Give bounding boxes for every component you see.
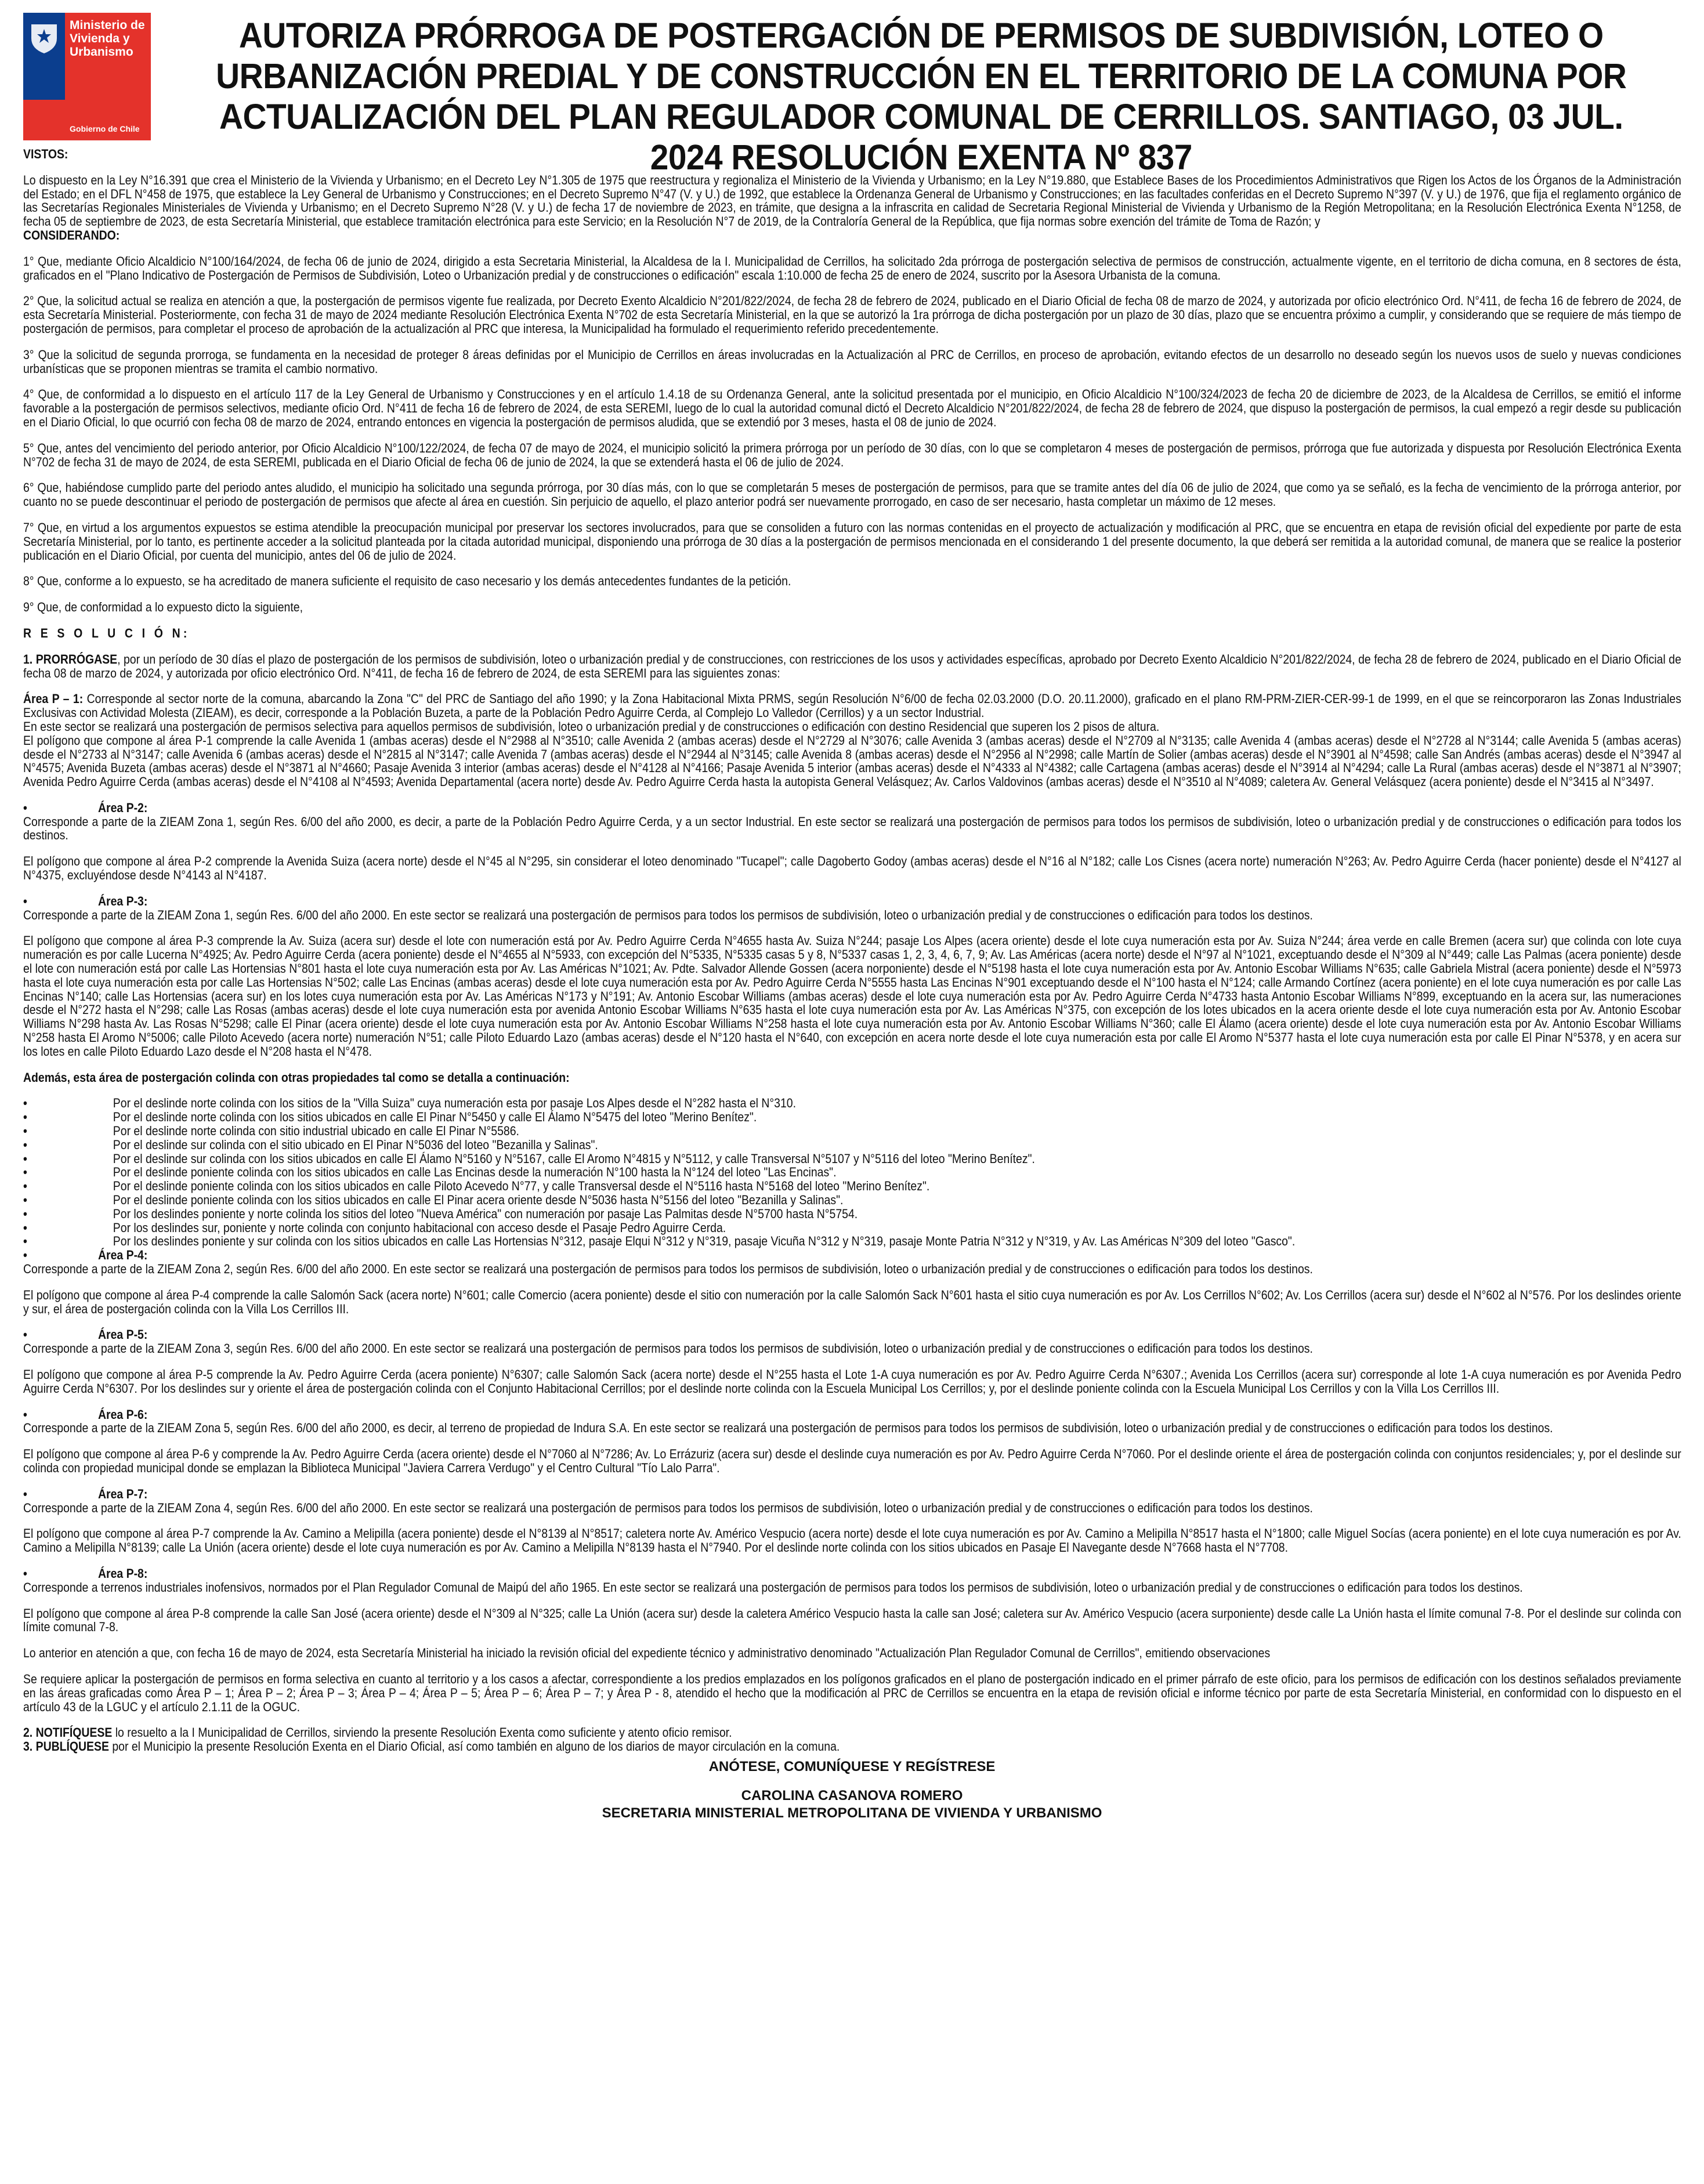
area-p2-desc: Corresponde a parte de la ZIEAM Zona 1, según Res. 6/00 del año 2000, es decir, a parte de la Población Pedro Aguirre Cerda, y a un sector Industrial. En este sector se realizará una postergación de permisos para todos los permisos de subdivisión, loteo o urbanización predial y de construcciones o edificación para todos los destinos.: [23, 814, 1681, 843]
area-p3-deslindes: [23, 1096, 1681, 1248]
signature-block: [23, 1758, 1681, 1822]
area-p5-polygon: El polígono que compone al área P-5 comprende la Av. Pedro Aguirre Cerda (acera poniente) N°6307; calle Salomón Sack (acera norte) desde el N°255 hasta el Lote 1-A cuya numeración es por Av. Pedro Aguirre Cerda N°6307.; Avenida Los Cerrillos (acera sur) corresponde al lote 1-A cuya numeración es por Avenida Pedro Aguirre Cerda N°6307. Por los deslindes sur y oriente el área de postergación colinda con el Conjunto Habitacional Cerrillos; por el deslinde norte colinda con la Escuela Municipal Los Cerrillos; y, por el deslinde poniente colinda con la Escuela Municipal Los Cerrillos y con la Villa Los Cerrillos III.: [23, 1367, 1681, 1396]
considerando-item: 1° Que, mediante Oficio Alcaldicio N°100/164/2024, de fecha 06 de junio de 2024, dirigido a esta Secretaria Ministerial, la Alcaldesa de la I. Municipalidad de Cerrillos, ha solicitado 2da prórroga de postergación selectiva de permisos de construcción, actualmente vigente, en el territorio de dicha comuna, en 8 sectores de ésta, graficados en el "Plano Indicativo de Postergación de Permisos de Subdivisión, Loteo o Urbanización predial y de construcciones o edificación" escala 1:10.000 de fecha 25 de enero de 2024, suscrito por la Asesora Urbanista de la comuna.: [23, 253, 1681, 282]
signer-title: SECRETARIA MINISTERIAL METROPOLITANA DE VIVIENDA Y URBANISMO: [602, 1805, 1102, 1821]
resolucion-point-1: [23, 653, 1681, 680]
area-p4-polygon: El polígono que compone al área P-4 comprende la calle Salomón Sack (acera norte) N°601; calle Comercio (acera poniente) desde el sitio con numeración por la calle Salomón Sack N°601 hasta el sitio cuya numeración es por Av. Los Cerrillos N°602; Av. Los Cerrillos (acera sur) desde el N°602 al N°576. Por los deslindes oriente y sur, el área de postergación colinda con la Villa Los Cerrillos III.: [23, 1287, 1681, 1316]
list-item: • Por los deslindes sur, poniente y norte colinda con conjunto habitacional con acceso desde el Pasaje Pedro Aguirre Cerda.: [23, 1220, 726, 1235]
list-item: • Por el deslinde sur colinda con el sitio ubicado en El Pinar N°5036 del loteo "Bezanilla y Salinas".: [23, 1137, 598, 1152]
area-p7-polygon: El polígono que compone al área P-7 comprende la Av. Camino a Melipilla (acera poniente) desde el N°8139 al N°8517; caletera norte Av. Américo Vespucio (acera norte) desde el lote cuya numeración es por Av. Camino a Melipilla N°8517 hasta el N°1800; calle Miguel Socías (acera poniente) en el lote cuya numeración es por Av. Camino a Melipilla N°8139; calle La Unión (acera oriente) desde el lote cuya numeración es por Av. Camino a Melipilla N°8139 hasta el N°7940. Por el deslinde norte colinda con los sitios ubicados en Pasaje El Navegante desde N°7668 hasta el N°7708.: [23, 1526, 1681, 1555]
list-item: • Por los deslindes poniente y sur colinda con los sitios ubicados en calle Las Hortensias N°312, pasaje Elqui N°312 y N°319, pasaje Vicuña N°312 y N°319, pasaje Monte Patria N°312 y N°319, y Av. Las Américas N°309 del loteo "Gasco".: [23, 1234, 1296, 1249]
area-p3-ademas: Además, esta área de postergación colinda con otras propiedades tal como se detalla a continuación:: [23, 1070, 570, 1085]
coat-of-arms-icon: [28, 21, 60, 55]
area-p1-sector: En este sector se realizará una postergación de permisos selectiva para aquellos permisos de subdivisión, loteo o urbanización predial y de construcciones o edificación con destino Residencial que superen los 2 pisos de altura.: [23, 719, 1160, 734]
prorrogase-label: 1. PRORRÓGASE: [23, 651, 118, 667]
list-item: • Por el deslinde norte colinda con los sitios de la "Villa Suiza" cuya numeración esta por pasaje Los Alpes desde el N°282 hasta el N°310.: [23, 1096, 796, 1111]
list-item: • Por el deslinde norte colinda con los sitios ubicados en calle El Pinar N°5450 y calle El Álamo N°5475 del loteo "Merino Benítez".: [23, 1110, 757, 1125]
anterior-paragraph: Lo anterior en atención a que, con fecha 16 de mayo de 2024, esta Secretaría Ministerial ha iniciado la revisión oficial del expediente técnico y administrativo denominado "Actualización Plan Regulador Comunal de Cerrillos", emitiendo observaciones: [23, 1646, 1271, 1661]
area-p4-desc: Corresponde a parte de la ZIEAM Zona 2, según Res. 6/00 del año 2000. En este sector se realizará una postergación de permisos para todos los permisos de subdivisión, loteo o urbanización predial y de construcciones o edificación para todos los destinos.: [23, 1262, 1313, 1276]
considerando-item: 4° Que, de conformidad a lo dispuesto en el artículo 117 de la Ley General de Urbanismo y Construcciones y en el artículo 1.4.18 de su Ordenanza General, ante la solicitud presentada por el municipio, en Oficio Alcaldicio N°100/324/2023 de fecha 20 de diciembre de 2023, de la Alcaldesa de Cerrillos, se emitió el informe favorable a la postergación de permisos selectivos, mediante oficio Ord. N°411 de fecha 16 de febrero de 2024, de esta SEREMI, luego de lo cual la autoridad comunal dictó el Decreto Alcaldicio N°201/822/2024, de fecha 28 de febrero de 2024, que dispuso la postergación de permisos, la cual empezó a regir desde su publicación en el Diario Oficial, lo que ocurrió con fecha 08 de marzo de 2024, entrando entonces en vigencia la postergación de permisos aludida, que se extendió por 3 meses, hasta el 08 de junio de 2024.: [23, 387, 1681, 429]
considerando-item: 8° Que, conforme a lo expuesto, se ha acreditado de manera suficiente el requisito de caso necesario y los demás antecedentes fundantes de la petición.: [23, 574, 791, 589]
area-p6-desc: Corresponde a parte de la ZIEAM Zona 5, según Res. 6/00 del año 2000, es decir, al terreno de propiedad de Indura S.A. En este sector se realizará una postergación de permisos para todos los permisos de subdivisión, loteo o urbanización predial y de construcciones o edificación para todos los destinos.: [23, 1421, 1553, 1436]
area-p1-label: Área P – 1:: [23, 691, 84, 707]
area-p6-polygon: El polígono que compone al área P-6 y comprende la Av. Pedro Aguirre Cerda (acera oriente) desde el N°7060 al N°7286; Av. Lo Errázuriz (acera sur) desde el deslinde cuya numeración es por Av. Pedro Aguirre Cerda N°7060. Por el deslinde oriente el área de postergación colinda con conjuntos residenciales; y, por el deslinde sur colinda con propiedad municipal donde se emplazan la Biblioteca Municipal "Javiera Carrera Verdugo" y el Centro Cultural "Tío Lalo Parra".: [23, 1447, 1681, 1475]
prorrogase-text: , por un período de 30 días el plazo de postergación de los permisos de subdivisión, loteo o urbanización predial y de construcciones, con restricciones de los usos y actividades específicas, aprobado por Decreto Exento Alcaldicio N°201/822/2024, de fecha 28 de febrero de 2024, publicado en el Diario Oficial de fecha 08 de marzo de 2024, y autorizada por oficio electrónico Ord. N°411, de fecha 16 de febrero de 2024, de esta SEREMI para las siguientes zonas:: [23, 651, 1681, 680]
area-p2-heading: • Área P-2:: [23, 800, 148, 815]
area-p3-desc: Corresponde a parte de la ZIEAM Zona 1, según Res. 6/00 del año 2000. En este sector se realizará una postergación de permisos para todos los permisos de subdivisión, loteo o urbanización predial y de construcciones o edificación para todos los destinos.: [23, 907, 1313, 922]
list-item: • Por los deslindes poniente y norte colinda los sitios del loteo "Nueva América" con numeración por pasaje Las Palmitas desde N°5700 hasta N°5754.: [23, 1206, 858, 1221]
list-item: • Por el deslinde poniente colinda con los sitios ubicados en calle El Pinar acera oriente desde N°5036 hasta N°5156 del loteo "Bezanilla y Salinas".: [23, 1193, 844, 1208]
area-p8-heading: • Área P-8:: [23, 1566, 148, 1581]
signer-name: CAROLINA CASANOVA ROMERO: [741, 1787, 963, 1803]
area-p8-desc: Corresponde a terrenos industriales inofensivos, normados por el Plan Regulador Comunal de Maipú del año 1965. En este sector se realizará una postergación de permisos para todos los permisos de subdivisión, loteo o urbanización predial y de construcciones o edificación para todos los destinos.: [23, 1580, 1523, 1595]
vistos-text: Lo dispuesto en la Ley N°16.391 que crea el Ministerio de la Vivienda y Urbanismo; en el Decreto Ley N°1.305 de 1975 que reestructura y regionaliza el Ministerio de la Vivienda y Urbanismo; en la Ley N°19.880, que Establece Bases de los Procedimientos Administrativos que Rigen los Actos de los Órganos de la Administración del Estado; en el DFL N°458 de 1975, que establece la Ley General de Urbanismo y Construcciones; en el Decreto Supremo N°47 (V. y U.) de 1992, que establece la Ordenanza General de Urbanismo y Construcciones; en las facultades conferidas en el Decreto Supremo N°397 (V. y U.) de 1976, que fija el reglamento orgánico de las Secretarías Regionales Ministeriales de Vivienda y Urbanismo; en el Decreto Supremo N°28 (V. y U.) de fecha 17 de noviembre de 2023, en trámite, que designa a la infrascrita en calidad de Secretaria Regional Ministerial de Vivienda y Urbanismo de la Región Metropolitana; en la Resolución Electrónica Exenta N°1258, de fecha 05 de septiembre de 2023, de esta Secretaría Ministerial, que establece tramitación electrónica para este Servicio; en la Resolución N°7 de 2019, de la Contraloría General de la República, que fija normas sobre exención del trámite de Toma de Razón; y: [23, 172, 1681, 229]
area-p7-desc: Corresponde a parte de la ZIEAM Zona 4, según Res. 6/00 del año 2000. En este sector se realizará una postergación de permisos para todos los permisos de subdivisión, loteo o urbanización predial y de construcciones o edificación para todos los destinos.: [23, 1500, 1313, 1515]
notifiquese-label: 2. NOTIFÍQUESE: [23, 1725, 113, 1740]
resolucion-point-3: 3. PUBLÍQUESE por el Municipio la presente Resolución Exenta en el Diario Oficial, así como también en alguno de los diarios de mayor circulación en la comuna.: [23, 1739, 840, 1754]
area-p2-polygon: El polígono que compone al área P-2 comprende la Avenida Suiza (acera norte) desde el N°45 al N°295, sin considerar el loteo denominado "Tucapel"; calle Dagoberto Godoy (ambas aceras) desde el N°16 al N°182; calle Los Cisnes (acera norte) numeración N°263; Av. Pedro Aguirre Cerda (hacer poniente) desde el N°4127 al N°4375, excluyéndose desde N°4143 al N°4187.: [23, 854, 1681, 883]
area-p5-heading: • Área P-5:: [23, 1327, 148, 1342]
considerando-item: 2° Que, la solicitud actual se realiza en atención a que, la postergación de permisos vigente fue realizada, por Decreto Exento Alcaldicio N°201/822/2024, de fecha 28 de febrero de 2024, publicado en el Diario Oficial de fecha 08 de marzo de 2024, y autorizada por oficio electrónico Ord. N°411, de fecha 16 de febrero de 2024, de esta Secretaría Ministerial. Posteriormente, con fecha 31 de mayo de 2024 mediante Resolución Electrónica Exenta N°702 de esta Secretaría Ministerial, en la que se autorizó la 1ra prórroga de dicha postergación por un plazo de 30 días, plazo que se encuentra próximo a cumplir, y considerando que se requiere de más tiempo de postergación de permisos, para completar el proceso de aprobación de la actualización al PRC que interesa, la Municipalidad ha formulado el requerimiento referido precedentemente.: [23, 294, 1681, 336]
closing-formula: ANÓTESE, COMUNÍQUESE Y REGÍSTRESE: [708, 1758, 996, 1774]
ministry-logo: [23, 13, 151, 140]
considerando-item: 6° Que, habiéndose cumplido parte del periodo antes aludido, el municipio ha solicitado una segunda prórroga, por 30 días más, con lo que se completarán 5 meses de postergación de permisos, para que se tramite antes del día 06 de julio de 2024, que como ya se señaló, es la fecha de vencimiento de la prórroga anterior, por cuanto no se puede descontinuar el periodo de postergación de permisos que afecte al área en cuestión. Sin perjuicio de aquello, el plazo anterior podrá ser nuevamente prorrogado, en caso de ser necesario, hasta completar un máximo de 12 meses.: [23, 480, 1681, 509]
area-p4-heading: • Área P-4:: [23, 1248, 148, 1263]
logo-blue-band: [23, 13, 65, 100]
area-p7-heading: • Área P-7:: [23, 1486, 148, 1501]
area-p3-heading: • Área P-3:: [23, 893, 148, 908]
resolucion-point-2: 2. NOTIFÍQUESE lo resuelto a la I Municipalidad de Cerrillos, sirviendo la presente Resolución Exenta como suficiente y atento oficio remisor.: [23, 1725, 732, 1740]
document-body: [23, 147, 1681, 1754]
area-p6-heading: • Área P-6:: [23, 1407, 148, 1422]
list-item: • Por el deslinde sur colinda con los sitios ubicados en calle El Álamo N°5160 y N°5167, calle El Aromo N°4815 y N°5112, y calle Transversal N°5107 y N°5116 del loteo "Merino Benítez".: [23, 1151, 1035, 1166]
list-item: • Por el deslinde poniente colinda con los sitios ubicados en calle Las Encinas desde la numeración N°100 hasta la N°124 del loteo "Las Encinas".: [23, 1165, 837, 1180]
list-item: • Por el deslinde norte colinda con sitio industrial ubicado en calle El Pinar N°5586.: [23, 1124, 519, 1139]
requerir-paragraph: Se requiere aplicar la postergación de permisos en forma selectiva en cuanto al territorio y a los casos a afectar, correspondiente a los predios emplazados en los polígonos graficados en el plano de postergación indicado en el primer párrafo de este oficio, para los permisos de edificación con los destinos señalados previamente en las áreas graficadas como Área P – 1; Área P – 2; Área P – 3; Área P – 4; Área P – 5; Área P – 6; Área P – 7; y Área P - 8, atendido el hecho que la modificación al PRC de Cerrillos se encuentra en la etapa de revisión oficial e informe técnico por parte de esta Secretaría Ministerial, en conformidad con lo dispuesto en el artículo 43 de la LGUC y el artículo 2.1.11 de la OGUC.: [23, 1671, 1681, 1714]
considerando-item: 7° Que, en virtud a los argumentos expuestos se estima atendible la preocupación municipal por preservar los sectores involucrados, para que se consoliden a futuro con las normas contenidas en el proyecto de actualización y modificación al PRC, que se encuentra en etapa de revisión oficial del expediente por parte de esta Secretaría Ministerial, por lo tanto, es pertinente acceder a la solicitud planteada por la citada autoridad municipal, disponiendo una prórroga de 30 días a la postergación de permisos mencionada en el considerando 1 del presente documento, la que deberá ser remitida a la autoridad comunal, de manera que se realice la posterior publicación en el Diario Oficial, por cuenta del municipio, antes del 06 de julio de 2024.: [23, 520, 1681, 563]
considerando-item: 5° Que, antes del vencimiento del periodo anterior, por Oficio Alcaldicio N°100/122/2024, de fecha 07 de mayo de 2024, el municipio solicitó la primera prórroga por un período de 30 días, con lo que se completaron 4 meses de postergación de permisos, prórroga que fue autorizada y dispuesta por Resolución Electrónica Exenta N°702 de fecha 31 de mayo de 2024, de esta SEREMI, publicada en el Diario Oficial de fecha 06 de junio de 2024, la que se extenderá hasta el 06 de julio de 2024.: [23, 440, 1681, 469]
vistos-heading: VISTOS:: [23, 147, 68, 161]
area-p5-desc: Corresponde a parte de la ZIEAM Zona 3, según Res. 6/00 del año 2000. En este sector se realizará una postergación de permisos para todos los permisos de subdivisión, loteo o urbanización predial y de construcciones o edificación para todos los destinos.: [23, 1341, 1313, 1356]
considerando-item: 9° Que, de conformidad a lo expuesto dicto la siguiente,: [23, 600, 303, 615]
considerando-heading: CONSIDERANDO:: [23, 227, 120, 242]
area-p1-intro: Área P – 1: Corresponde al sector norte de la comuna, abarcando la Zona "C" del PRC de Santiago del año 1990; y la Zona Habitacional Mixta PRMS, según Resolución N°6/00 de fecha 02.03.2000 (D.O. 20.11.2000), graficado en el plano RM-PRM-ZIER-CER-99-1 de 1999, en el que se reincorporaron las Zonas Industriales Exclusivas con Actividad Molesta (ZIEAM), es decir, corresponde a la Población Buzeta, a parte de la Población Pedro Aguirre Cerda, al Complejo Lo Valledor (Cerrillos) y a un sector Industrial.: [23, 691, 1681, 720]
publiquese-label: 3. PUBLÍQUESE: [23, 1739, 109, 1754]
resolucion-heading: R E S O L U C I Ó N:: [23, 625, 190, 640]
area-p1-polygon: El polígono que compone al área P-1 comprende la calle Avenida 1 (ambas aceras) desde el N°2988 al N°3510; calle Avenida 2 (ambas aceras) desde el N°2729 al N°3076; calle Avenida 3 (ambas aceras) desde el N°2709 al N°3135; calle Avenida 4 (ambas aceras) desde el N°2728 al N°3144; calle Avenida 5 (ambas aceras) desde el N°2733 al N°3147; calle Avenida 6 (ambas aceras) desde el N°2815 al N°3147; calle Avenida 7 (ambas aceras) desde el N°2944 al N°3145; calle Avenida 8 (ambas aceras) desde el N°2956 al N°2998; calle Martín de Solier (ambas aceras) desde el N°3901 al N°4598; calle San Andrés (ambas aceras) desde el N°3947 al N°4575; Avenida Buzeta (ambas aceras) desde el N°3871 al N°4660; Pasaje Avenida 3 interior (ambas aceras) desde el N°4128 al N°4166; Pasaje Avenida 5 interior (ambas aceras) desde el N°4333 al N°4382; calle Cartagena (ambas aceras) desde el N°3914 al N°4294; calle La Rural (ambas aceras) desde el N°3871 al N°3907; Avenida Pedro Aguirre Cerda (ambas aceras) desde el N°4108 al N°4593; Avenida Departamental (acera norte) desde Av. Pedro Aguirre Cerda hasta la autopista General Velásquez; Av. Carlos Valdovinos (ambas aceras) desde el N°3510 al N°4089; caletera Av. General Velásquez (acera poniente) desde el N°3415 al N°3497.: [23, 733, 1681, 789]
area-p8-polygon: El polígono que compone al área P-8 comprende la calle San José (acera oriente) desde el N°309 al N°325; calle La Unión (acera sur) desde la caletera Américo Vespucio hasta la calle san José; caletera sur Av. Américo Vespucio (acera surponiente) desde calle La Unión hasta el límite comunal 7-8. Por el deslinde sur colinda con límite comunal 7-8.: [23, 1606, 1681, 1635]
page-title: AUTORIZA PRÓRROGA DE POSTERGACIÓN DE PERMISOS DE SUBDIVISIÓN, LOTEO O URBANIZACIÓN PREDIAL Y DE CONSTRUCCIÓN EN EL TERRITORIO DE LA COMUNA POR ACTUALIZACIÓN DEL PLAN REGULADOR COMUNAL DE CERRILLOS. SANTIAGO, 03 JUL. 2024 RESOLUCIÓN EXENTA Nº 837: [216, 16, 1627, 177]
considerando-item: 3° Que la solicitud de segunda prorroga, se fundamenta en la necesidad de proteger 8 áreas definidas por el Municipio de Cerrillos en áreas involucradas en la Actualización al PRC de Cerrillos, en proceso de aprobación, evitando efectos de un desarrollo no deseado según los nuevos usos de suelo y nuevas condiciones urbanísticas que se proponen mientras se tramita el cambio normativo.: [23, 347, 1681, 376]
logo-ministry-name: Ministerio de Vivienda y Urbanismo: [65, 13, 151, 100]
logo-government: Gobierno de Chile: [23, 100, 151, 140]
area-p3-polygon: El polígono que compone al área P-3 comprende la Av. Suiza (acera sur) desde el lote con numeración está por Av. Pedro Aguirre Cerda N°4655 hasta Av. Suiza N°244; pasaje Los Alpes (acera oriente) desde el lote cuya numeración esta por Av. Suiza N°244; área verde en calle Bremen (acera sur) que colinda con lote cuya numeración es por calle Lucerna N°4925; Av. Pedro Aguirre Cerda (acera poniente) desde el N°4655 al N°5933, con excepción del N°5335, N°5335 casas 5 y 8, N°5337 casas 1, 2, 3, 4, 6, 7, 9; Av. Las Américas (acera norte) desde el N°97 al N°1021, exceptuando desde el N°309 al N°449; calle Las Palmas (acera poniente) desde el lote con numeración está por calle Las Hortensias N°801 hasta el lote cuya numeración esta por Av. Las Américas N°1021; Av. Pdte. Salvador Allende Gossen (acera norponiente) desde el N°5198 hasta el lote cuya numeración esta por Av. Antonio Escobar Williams N°635; calle Gabriela Mistral (acera poniente) desde el N°5973 hasta el lote cuya numeración esta por calle Las Hortensias N°502; calle Las Encinas (ambas aceras) desde el lote cuya numeración esta por Av. Pedro Aguirre Cerda N°5555 hasta Las Encinas N°901 exceptuando desde el N°100 hasta el N°124; calle Armando Cortínez (acera poniente) en el lote cuya numeración es por calle Las Encinas N°140; calle Las Hortensias (acera sur) en los lotes cuya numeración esta por Av. Las Américas N°173 y N°191; Av. Antonio Escobar Williams (ambas aceras) desde el lote cuya numeración esta por Av. Pedro Aguirre Cerda N°4733 hasta Antonio Escobar Williams N°899, exceptuando en la acera sur, las numeraciones desde el N°272 hasta el N°298; calle Las Rosas (ambas aceras) desde el lote cuya numeración esta por avenida Antonio Escobar Williams N°635 hasta el lote cuya numeración esta por Av. Las Américas N°375, con excepción de los lotes ubicados en la acera oriente desde el lote cuya numeración esta por Av. Antonio Escobar Williams N°298 hasta Av. Las Rosas N°5298; calle El Pinar (acera oriente) desde el lote cuya numeración esta por Av. Antonio Escobar Williams N°258 hasta el lote cuya numeración esta por Av. Antonio Escobar Williams N°360; calle El Álamo (acera oriente) desde el lote cuya numeración esta por Av. Antonio Escobar Williams N°258 hasta El Aromo N°5006; calle Piloto Acevedo (acera norte) numeración N°51; calle Piloto Eduardo Lazo (ambas aceras) desde el N°120 hasta el N°640, con excepción en acera norte desde el lote cuya numeración esta por calle El Aromo N°5377 hasta el lote cuya numeración esta por calle El Pinar N°5378, y en acera sur los lotes en calle Piloto Eduardo Lazo desde el N°208 hasta el N°478.: [23, 933, 1681, 1059]
list-item: • Por el deslinde poniente colinda con los sitios ubicados en calle Piloto Acevedo N°77, y calle Transversal desde el N°5116 hasta N°5168 del loteo "Merino Benítez".: [23, 1179, 930, 1194]
